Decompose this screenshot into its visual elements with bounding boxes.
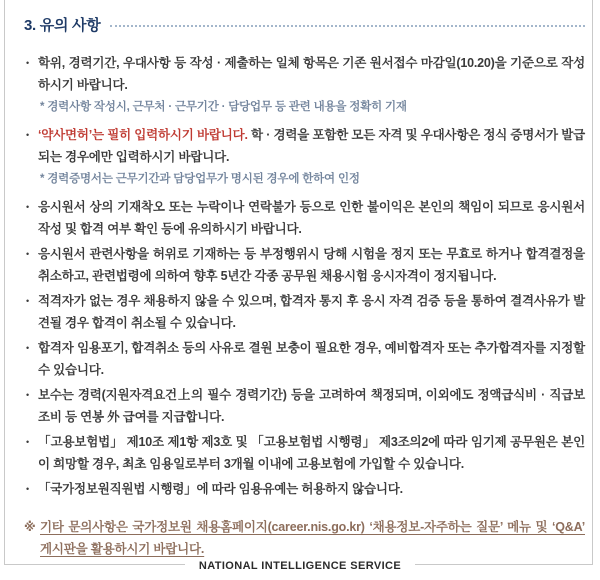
list-item bbox=[24, 196, 585, 240]
list-item bbox=[24, 337, 585, 381]
bullet-icon: • bbox=[26, 58, 30, 68]
final-note bbox=[24, 516, 585, 560]
bullet-icon: • bbox=[26, 437, 30, 447]
footer-label: NATIONAL INTELLIGENCE SERVICE bbox=[185, 560, 415, 572]
bullet-icon: • bbox=[26, 202, 30, 212]
list-item bbox=[24, 431, 585, 475]
bullet-icon: • bbox=[26, 296, 30, 306]
highlight-text: ‘약사면허’는 필히 입력하시기 바랍니다. bbox=[38, 128, 248, 142]
list-item bbox=[24, 384, 585, 428]
list-item-text: 「고용보험법」 제10조 제1항 제3호 및 「고용보험법 시행령」 제3조의2에 따라 임기제 공무원은 본인이 희망할 경우, 최초 임용일로부터 3개월 이내에 고용보험에 가입할 수 있습니다. bbox=[38, 435, 585, 471]
list-item bbox=[24, 243, 585, 287]
list-item-text: 합격자 임용포기, 합격취소 등의 사유로 결원 보충이 필요한 경우, 예비합격자 또는 추가합격자를 지정할 수 있습니다. bbox=[38, 341, 585, 377]
list-item bbox=[24, 52, 585, 96]
sub-note: * 경력증명서는 근무기간과 담당업무가 명시된 경우에 한하여 인정 bbox=[40, 173, 360, 185]
dotted-rule bbox=[110, 25, 585, 27]
list-item-text: 보수는 경력(지원자격요건上의 필수 경력기간) 등을 고려하여 책정되며, 이외에도 정액급식비 · 직급보조비 등 연봉 外 급여를 지급합니다. bbox=[38, 388, 585, 424]
list-item-text: 학위, 경력기간, 우대사항 등 작성 · 제출하는 일체 항목은 기존 원서접수 마감일(10.20)을 기준으로 작성하시기 바랍니다. bbox=[38, 56, 585, 92]
bullet-icon: • bbox=[26, 484, 30, 494]
list-item-text: 「국가정보원직원법 시행령」에 따라 임용유예는 허용하지 않습니다. bbox=[38, 482, 403, 496]
bullet-icon: • bbox=[26, 343, 30, 353]
list-item-text: 응시원서 상의 기재착오 또는 누락이나 연락불가 등으로 인한 불이익은 본인의 책임이 되므로 응시원서 작성 및 합격 여부 확인 등에 유의하시기 바랍니다. bbox=[38, 200, 585, 236]
section-header bbox=[24, 14, 585, 35]
page-title: 3. 유의 사항 bbox=[24, 17, 101, 34]
page-content bbox=[24, 14, 585, 560]
reference-mark-icon: ※ bbox=[24, 520, 36, 534]
sub-note: * 경력사항 작성시, 근무처 · 근무기간 · 담당업무 등 관련 내용을 정확히 기재 bbox=[40, 101, 407, 113]
bullet-icon: • bbox=[26, 130, 30, 140]
list-item-text: ‘약사면허’는 필히 입력하시기 바랍니다. 학 · 경력을 포함한 모든 자격 및 우대사항은 정식 증명서가 발급되는 경우에만 입력하시기 바랍니다. bbox=[38, 128, 585, 164]
list-item bbox=[24, 124, 585, 168]
final-note-text: 기타 문의사항은 국가정보원 채용홈페이지(career.nis.go.kr) ‘채용정보-자주하는 질문’ 메뉴 및 ‘Q&A’ 게시판을 활용하시기 바랍니다. bbox=[40, 520, 585, 556]
bullet-icon: • bbox=[26, 249, 30, 259]
list-item bbox=[24, 478, 585, 500]
list-item-text: 적격자가 없는 경우 채용하지 않을 수 있으며, 합격자 통지 후 응시 자격 검증 등을 통하여 결격사유가 발견될 경우 합격이 취소될 수 있습니다. bbox=[38, 294, 585, 330]
notice-list bbox=[24, 52, 585, 500]
list-item-text: 응시원서 관련사항을 허위로 기재하는 등 부정행위시 당해 시험을 정지 또는 무효로 하거나 합격결정을 취소하고, 관련법령에 의하여 향후 5년간 각종 공무원 채용시험 응시자격이 정지됩니다. bbox=[38, 247, 585, 283]
list-item bbox=[24, 290, 585, 334]
page-footer bbox=[0, 556, 600, 576]
bullet-icon: • bbox=[26, 390, 30, 400]
